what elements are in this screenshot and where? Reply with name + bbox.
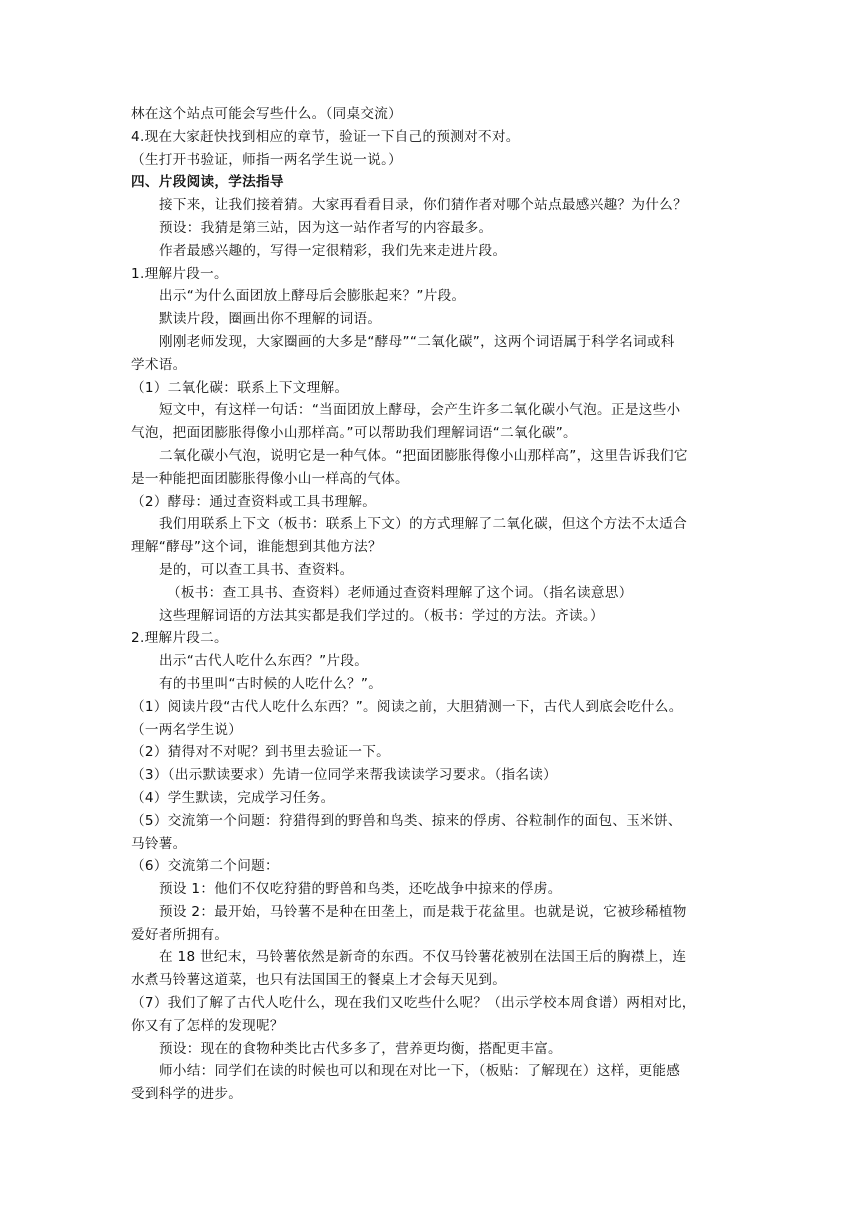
text-line: 在 18 世纪末，马铃薯依然是新奇的东西。不仅马铃薯花被别在法国王后的胸襟上，连 [159, 949, 687, 966]
text-line: （3）（出示默读要求）先请一位同学来帮我读读学习要求。（指名读） [131, 767, 558, 784]
text-line: 2.理解片段二。 [131, 630, 228, 647]
text-line: （生打开书验证，师指一两名学生说一说。） [131, 151, 403, 168]
text-line: 出示“古代人吃什么东西？”片段。 [159, 653, 369, 670]
text-line: 作者最感兴趣的，写得一定很精彩，我们先来走进片段。 [159, 242, 507, 259]
text-line: （1）阅读片段“古代人吃什么东西？”。阅读之前，大胆猜测一下，古代人到底会吃什么。 [131, 698, 683, 715]
text-line: 林在这个站点可能会写些什么。（同桌交流） [131, 106, 403, 122]
text-line: 刚刚老师发现，大家圈画的大多是“酵母”“二氧化碳”，这两个词语属于科学名词或科 [159, 333, 675, 350]
text-line: 爱好者所拥有。 [131, 926, 229, 943]
text-line: 是一种能把面团膨胀得像小山一样高的气体。 [131, 470, 409, 487]
text-line: 理解“酵母”这个词，谁能想到其他方法？ [131, 539, 382, 556]
text-line: （4）学生默读，完成学习任务。 [131, 789, 335, 806]
text-line: 马铃薯。 [131, 835, 187, 852]
text-line: （2）酵母：通过查资料或工具书理解。 [131, 493, 377, 510]
text-line: 学术语。 [131, 356, 187, 373]
text-line: （板书：查工具书、查资料）老师通过查资料理解了这个词。（指名读意思） [167, 584, 633, 601]
text-line: 预设 2：最开始，马铃薯不是种在田垄上，而是栽于花盆里。也就是说，它被珍稀植物 [159, 903, 687, 920]
text-line: 是的，可以查工具书、查资料。 [159, 561, 354, 578]
text-line: （7）我们了解了古代人吃什么，现在我们又吃些什么呢？（出示学校本周食谱）两相对比， [131, 995, 696, 1012]
text-line: 出示“为什么面团放上酵母后会膨胀起来？”片段。 [159, 288, 466, 305]
text-line: （6）交流第二个问题： [131, 858, 279, 875]
text-line: 默读片段，圈画出你不理解的词语。 [159, 311, 382, 328]
text-line: 你又有了怎样的发现呢？ [131, 1017, 284, 1034]
section-heading: 四、片段阅读，学法指导 [131, 174, 284, 191]
text-line: 师小结：同学们在读的时候也可以和现在对比一下，（板贴：了解现在）这样，更能感 [159, 1063, 681, 1080]
text-line: （2）猜得对不对呢？到书里去验证一下。 [131, 744, 391, 761]
text-line: 预设 1：他们不仅吃狩猎的野兽和鸟类，还吃战争中掠来的俘虏。 [159, 881, 562, 898]
text-line: 气泡，把面团膨胀得像小山那样高。”可以帮助我们理解词语“二氧化碳”。 [131, 425, 577, 442]
text-line: 二氧化碳小气泡，说明它是一种气体。“把面团膨胀得像小山那样高”，这里告诉我们它 [159, 447, 688, 464]
text-line: 受到科学的进步。 [131, 1086, 243, 1103]
text-line: 有的书里叫“古时候的人吃什么？”。 [159, 675, 383, 692]
text-line: 1.理解片段一。 [131, 265, 228, 282]
text-line: 水煮马铃薯这道菜，也只有法国国王的餐桌上才会每天见到。 [131, 972, 507, 989]
text-line: （5）交流第一个问题：狩猎得到的野兽和鸟类、掠来的俘虏、谷粒制作的面包、玉米饼、 [131, 812, 682, 829]
text-line: 这些理解词语的方法其实都是我们学过的。（板书：学过的方法。齐读。） [159, 607, 604, 624]
text-line: （一两名学生说） [131, 721, 243, 738]
text-line: 预设：我猜是第三站，因为这一站作者写的内容最多。 [159, 219, 493, 236]
text-line: 4.现在大家赶快找到相应的章节，验证一下自己的预测对不对。 [131, 128, 520, 145]
text-line: 接下来，让我们接着猜。大家再看看目录，你们猜作者对哪个站点最感兴趣？为什么？ [159, 197, 687, 214]
text-line: 预设：现在的食物种类比古代多多了，营养更均衡，搭配更丰富。 [159, 1040, 562, 1057]
text-line: （1）二氧化碳：联系上下文理解。 [131, 379, 349, 396]
text-line: 我们用联系上下文（板书：联系上下文）的方式理解了二氧化碳，但这个方法不太适合 [159, 516, 687, 533]
text-line: 短文中，有这样一句话：“当面团放上酵母，会产生许多二氧化碳小气泡。正是这些小 [159, 402, 681, 419]
document-body [131, 103, 733, 1106]
